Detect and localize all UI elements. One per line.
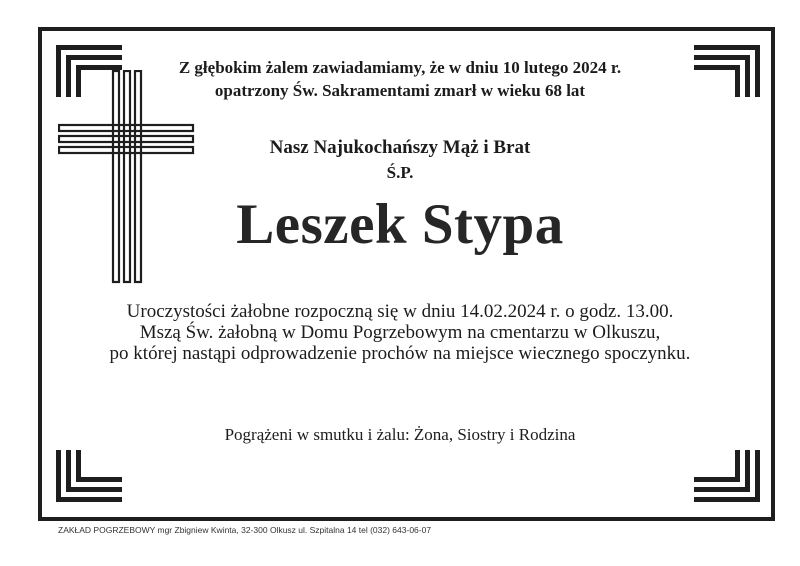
intro-line-2: opatrzony Św. Sakramentami zmarł w wieku 68 lat (214, 81, 586, 100)
deceased-name: Leszek Stypa (236, 193, 564, 256)
corner-ornament-bottom-right (694, 450, 760, 502)
funeral-home-footer: ZAKŁAD POGRZEBOWY mgr Zbigniew Kwinta, 32-300 Olkusz ul. Szpitalna 14 tel (032) 643-06-07 (58, 525, 432, 535)
ceremony-line-2: Mszą Św. żałobną w Domu Pogrzebowym na cmentarzu w Olkuszu, (139, 322, 661, 343)
corner-ornament-bottom-left (56, 450, 122, 502)
ceremony-line-3: po której nastąpi odprowadzenie prochów na miejsce wiecznego spoczynku. (109, 343, 691, 364)
mourners-line: Pogrążeni w smutku i żalu: Żona, Siostry i Rodzina (224, 425, 576, 444)
ceremony-line-1: Uroczystości żałobne rozpoczną się w dniu 14.02.2024 r. o godz. 13.00. (126, 301, 674, 322)
sp-prefix: Ś.P. (386, 163, 414, 182)
intro-line-1: Z głębokim żalem zawiadamiamy, że w dniu 10 lutego 2024 r. (178, 58, 622, 77)
relation-line: Nasz Najukochańszy Mąż i Brat (269, 137, 531, 158)
